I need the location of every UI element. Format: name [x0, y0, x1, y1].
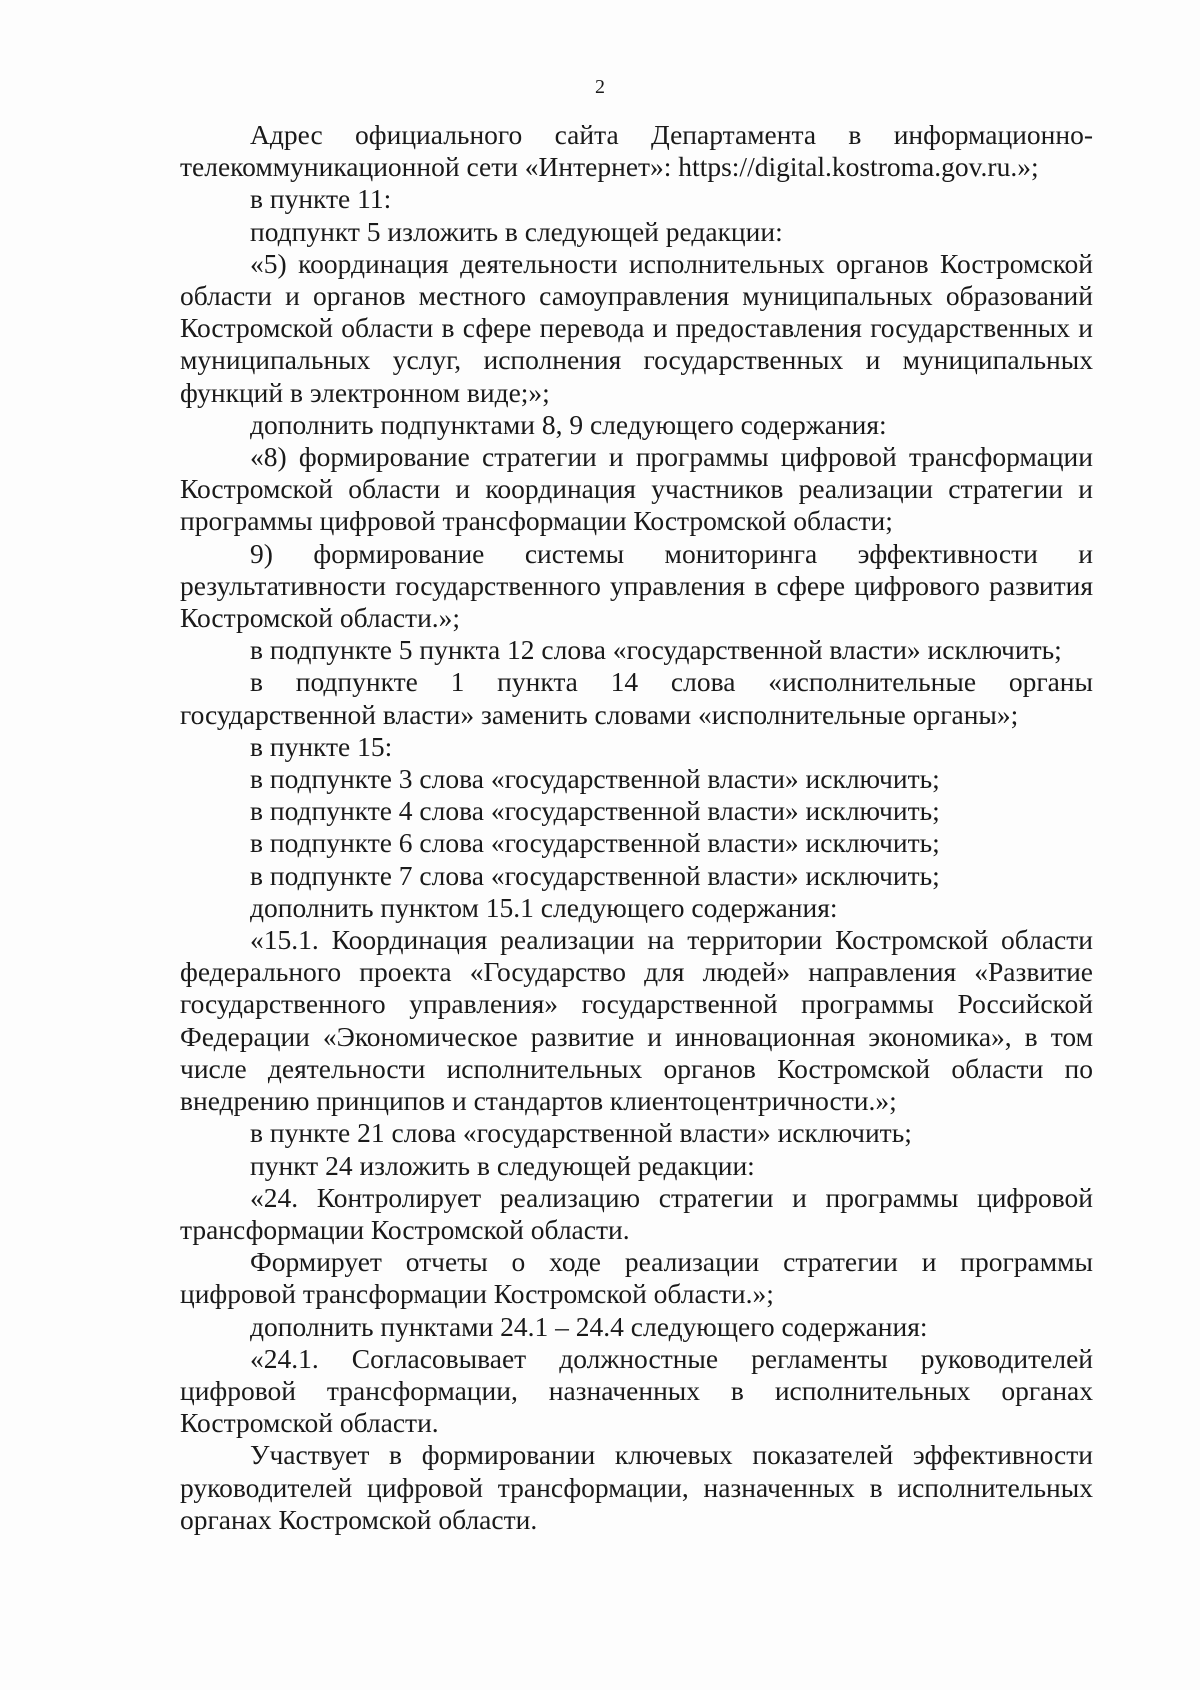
paragraph: дополнить пунктом 15.1 следующего содержания:: [250, 891, 838, 923]
paragraph: подпункт 5 изложить в следующей редакции:: [250, 215, 783, 247]
paragraph: в подпункте 3 слова «государственной власти» исключить;: [250, 763, 940, 795]
paragraph: 9) формирование системы мониторинга эффективности и результативности государственного управления в сфере цифрового развития Костромской области.»;: [180, 537, 1093, 634]
page-number: 2: [595, 76, 605, 98]
paragraph: «8) формирование стратегии и программы цифровой трансформации Костромской области и координация участников реализации стратегии и программы цифровой трансформации Костромской области;: [180, 441, 1093, 537]
paragraph: в подпункте 7 слова «государственной власти» исключить;: [250, 859, 940, 891]
paragraph: «5) координация деятельности исполнительных органов Костромской области и органов местного самоуправления муниципальных образований Костромской области в сфере перевода и предоставления государственных и муниципальных услуг, исполнения государственных и муниципальных функций в электронном виде;»;: [180, 247, 1093, 408]
paragraph: «24.1. Согласовывает должностные регламенты руководителей цифровой трансформации, назначенных в исполнительных органах Костромской области.: [180, 1342, 1093, 1439]
paragraph: «15.1. Координация реализации на территории Костромской области федерального проекта «Государство для людей» направления «Развитие государственного управления» государственной программы Российской Федерации «Экономическое развитие и инновационная экономика», в том числе деятельности исполнительных органов Костромской области по внедрению принципов и стандартов клиентоцентричности.»;: [180, 924, 1093, 1117]
paragraph: Формирует отчеты о ходе реализации стратегии и программы цифровой трансформации Костромской области.»;: [180, 1246, 1093, 1310]
paragraph: пункт 24 изложить в следующей редакции:: [250, 1149, 755, 1181]
paragraph: в подпункте 1 пункта 14 слова «исполнительные органы государственной власти» заменить словами «исполнительные органы»;: [180, 666, 1093, 730]
paragraph: дополнить подпунктами 8, 9 следующего содержания:: [250, 408, 887, 440]
paragraph: в пункте 21 слова «государственной власти» исключить;: [250, 1117, 912, 1149]
paragraph: Адрес официального сайта Департамента в информационно-телекоммуникационной сети «Интернет»: https://digital.kostroma.gov.ru.»;: [180, 119, 1093, 183]
paragraph: в пункте 11:: [250, 183, 392, 215]
document-body: [180, 119, 1093, 1536]
paragraph: в пункте 15:: [250, 730, 393, 762]
paragraph: «24. Контролирует реализацию стратегии и программы цифровой трансформации Костромской области.: [180, 1181, 1093, 1245]
paragraph: в подпункте 5 пункта 12 слова «государственной власти» исключить;: [250, 634, 1062, 666]
paragraph: в подпункте 6 слова «государственной власти» исключить;: [250, 827, 940, 859]
paragraph: в подпункте 4 слова «государственной власти» исключить;: [250, 795, 940, 827]
paragraph: дополнить пунктами 24.1 – 24.4 следующего содержания:: [250, 1310, 928, 1342]
paragraph: Участвует в формировании ключевых показателей эффективности руководителей цифровой трансформации, назначенных в исполнительных органах Костромской области.: [180, 1439, 1093, 1535]
